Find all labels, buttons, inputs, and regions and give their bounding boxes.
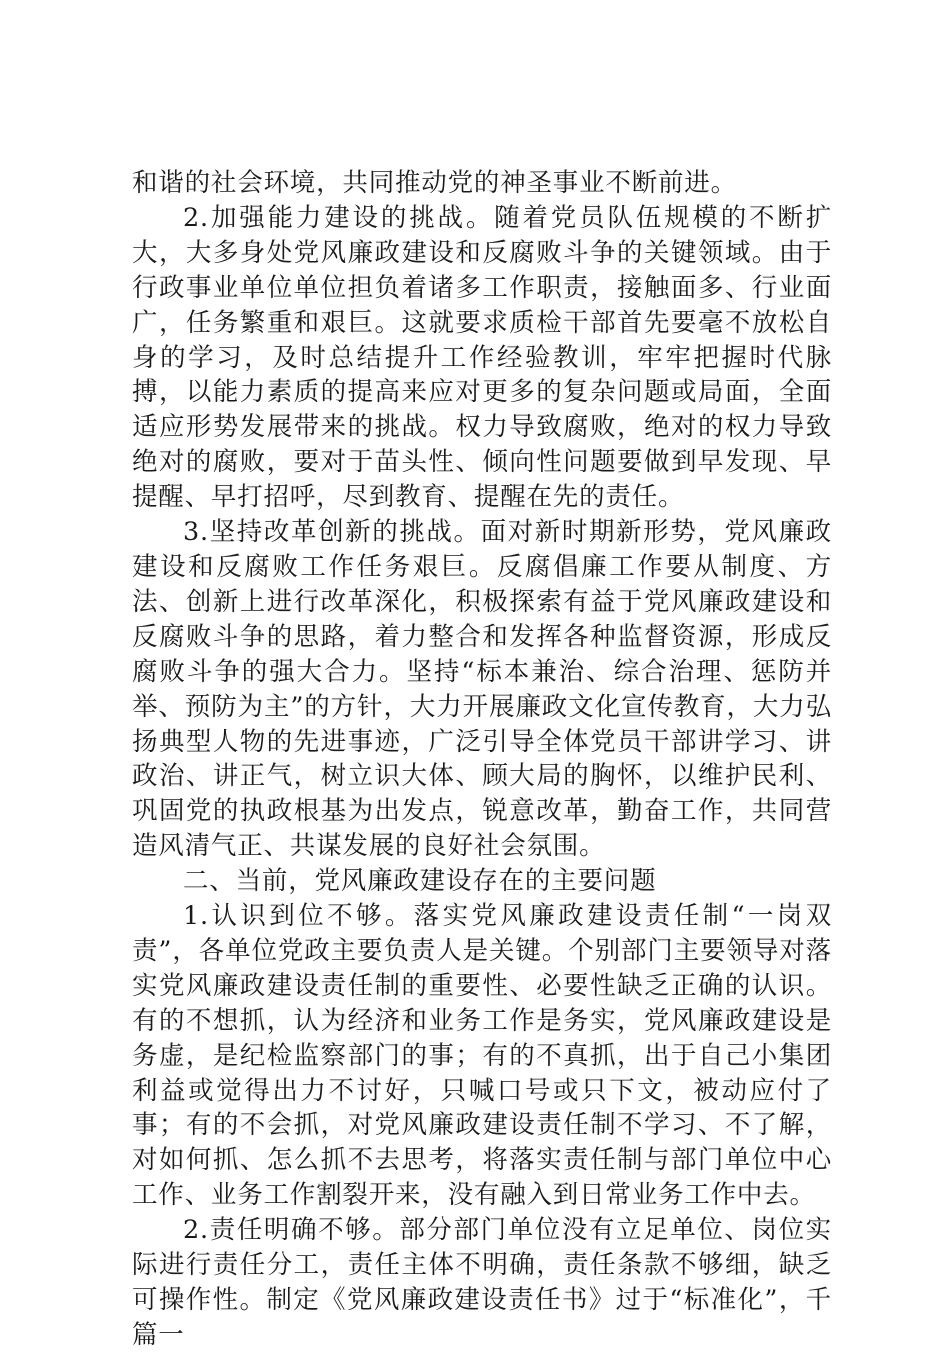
paragraph-responsibility: 2.责任明确不够。部分部门单位没有立足单位、岗位实际进行责任分工，责任主体不明确，责任条款不够细，缺乏可操作性。制定《党风廉政建设责任书》过于“标准化”，千篇一 — [132, 1215, 832, 1350]
document-body — [132, 166, 832, 1353]
paragraph-reform-innovation: 3.坚持改革创新的挑战。面对新时期新形势，党风廉政建设和反腐败工作任务艰巨。反腐倡廉工作要从制度、方法、创新上进行改革深化，积极探索有益于党风廉政建设和反腐败斗争的思路，着力整合和发挥各种监督资源，形成反腐败斗争的强大合力。坚持“标本兼治、综合治理、惩防并举、预防为主”的方针，大力开展廉政文化宣传教育，大力弘扬典型人物的先进事迹，广泛引导全体党员干部讲学习、讲政治、讲正气，树立识大体、顾大局的胸怀，以维护民利、巩固党的执政根基为出发点，锐意改革，勤奋工作，共同营造风清气正、共谋发展的良好社会氛围。 — [132, 517, 832, 862]
paragraph-capacity-building: 2.加强能力建设的挑战。随着党员队伍规模的不断扩大，大多身处党风廉政建设和反腐败斗争的关键领域。由于行政事业单位单位担负着诸多工作职责，接触面多、行业面广，任务繁重和艰巨。这就要求质检干部首先要毫不放松自身的学习，及时总结提升工作经验教训，牢牢把握时代脉搏，以能力素质的提高来应对更多的复杂问题或局面，全面适应形势发展带来的挑战。权力导致腐败，绝对的权力导致绝对的腐败，要对于苗头性、倾向性问题要做到早发现、早提醒、早打招呼，尽到教育、提醒在先的责任。 — [132, 202, 832, 513]
paragraph-awareness: 1.认识到位不够。落实党风廉政建设责任制“一岗双责”，各单位党政主要负责人是关键。个别部门主要领导对落实党风廉政建设责任制的重要性、必要性缺乏正确的认识。有的不想抓，认为经济和业务工作是务实，党风廉政建设是务虚，是纪检监察部门的事；有的不真抓，出于自己小集团利益或觉得出力不讨好，只喊口号或只下文，被动应付了事；有的不会抓，对党风廉政建设责任制不学习、不了解，对如何抓、怎么抓不去思考，将落实责任制与部门单位中心工作、业务工作割裂开来，没有融入到日常业务工作中去。 — [132, 901, 832, 1211]
section-heading-main-problems: 二、当前，党风廉政建设存在的主要问题 — [183, 866, 657, 897]
paragraph-continuation: 和谐的社会环境，共同推动党的神圣事业不断前进。 — [132, 168, 737, 198]
